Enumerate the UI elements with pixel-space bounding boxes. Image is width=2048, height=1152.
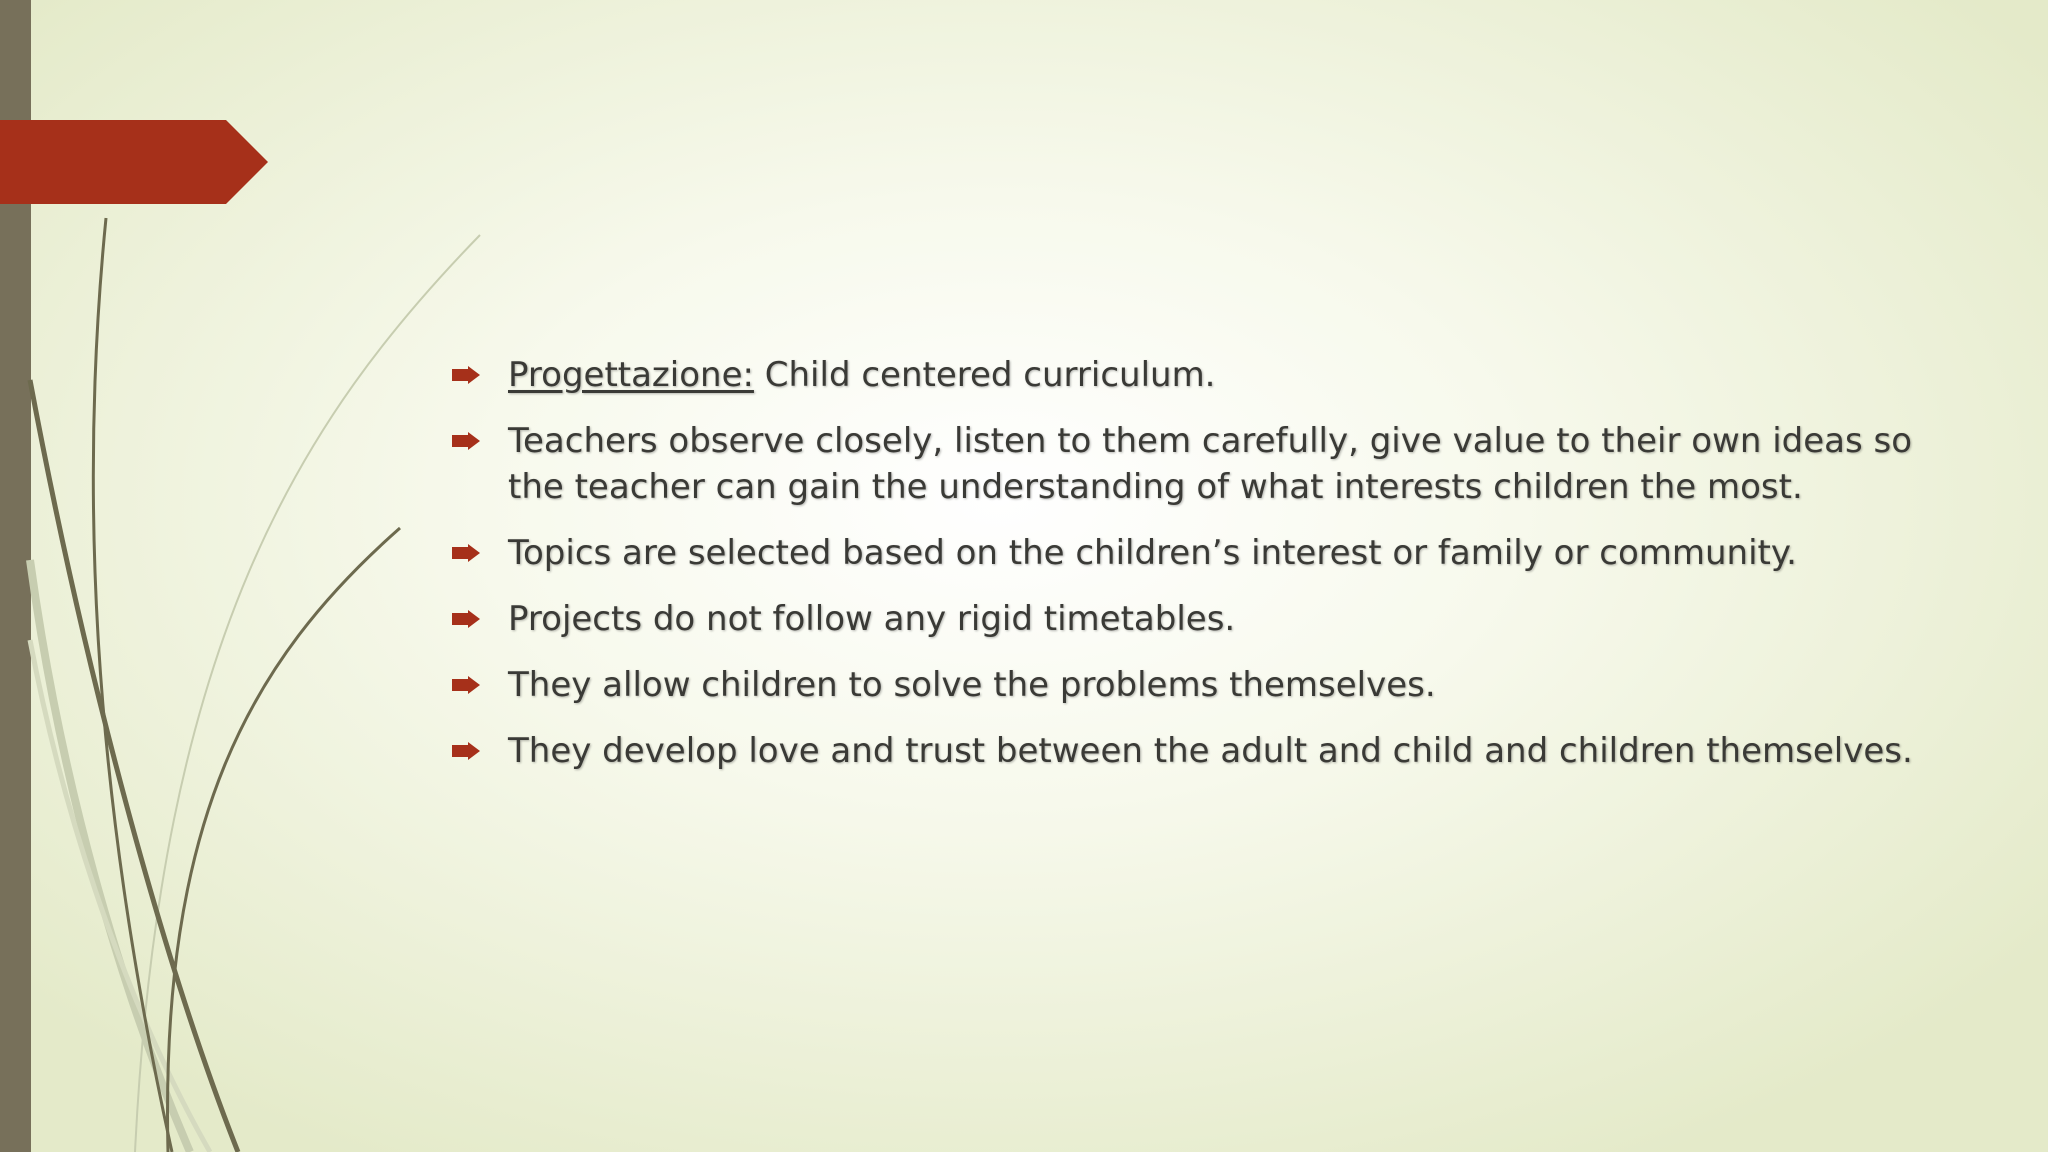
bullet-item-1 — [448, 352, 1948, 398]
arrow-bullet-icon — [452, 742, 480, 760]
title-tab-shape — [0, 120, 268, 204]
arrow-bullet-icon — [452, 676, 480, 694]
bullet-term: Progettazione: — [508, 355, 754, 395]
bullet-text: Child centered curriculum. — [753, 355, 1216, 395]
bullet-item-5 — [448, 662, 1948, 708]
bullet-item-6 — [448, 728, 1948, 774]
bullet-item-3 — [448, 530, 1948, 576]
slide-content — [448, 352, 1948, 794]
arrow-bullet-icon — [452, 610, 480, 628]
bullet-item-4 — [448, 596, 1948, 642]
swoosh-dark-2 — [30, 380, 238, 1152]
bullet-text: Teachers observe closely, listen to them carefully, give value to their own ideas so the teacher can gain the understanding of what interests children the most. — [508, 421, 1913, 507]
arrow-bullet-icon — [452, 432, 480, 450]
arrow-bullet-icon — [452, 544, 480, 562]
bullet-text: Projects do not follow any rigid timetables. — [508, 599, 1236, 639]
bullet-text: They allow children to solve the problems themselves. — [508, 665, 1436, 705]
bullet-item-2 — [448, 418, 1948, 510]
bullet-text: Topics are selected based on the children’s interest or family or community. — [508, 533, 1797, 573]
arrow-bullet-icon — [452, 366, 480, 384]
bullet-text: They develop love and trust between the adult and child and children themselves. — [508, 731, 1913, 771]
bullet-list — [448, 352, 1948, 774]
